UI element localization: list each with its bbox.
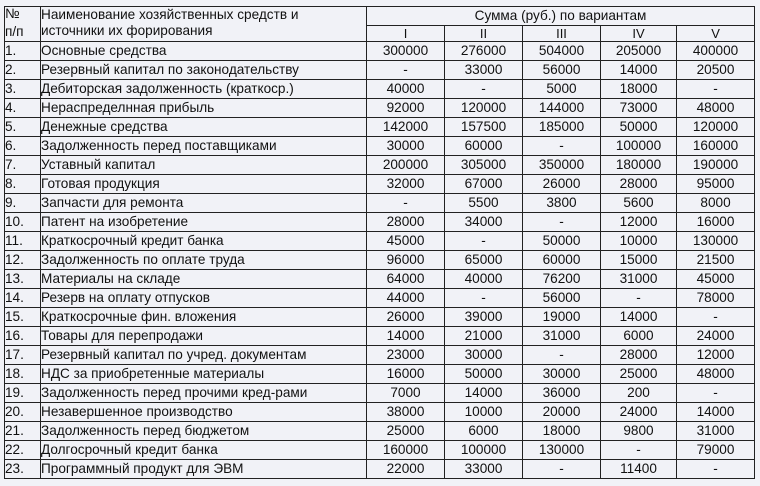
row-value: 31000 [601, 270, 677, 289]
row-value: 18000 [523, 422, 601, 441]
row-value: 92000 [367, 99, 445, 118]
row-value: 15000 [601, 251, 677, 270]
table-row [5, 118, 755, 137]
row-value: 50000 [445, 365, 523, 384]
row-value: 130000 [677, 232, 755, 251]
table-row [5, 308, 755, 327]
row-value: 30000 [445, 346, 523, 365]
row-value: 400000 [677, 42, 755, 61]
column-header-name-line2: источники их форирования [41, 23, 213, 38]
assets-sources-table [4, 6, 755, 479]
row-number: 4. [5, 99, 41, 118]
row-value: 160000 [367, 441, 445, 460]
row-value: 12000 [677, 346, 755, 365]
row-value: 95000 [677, 175, 755, 194]
row-value: 200 [601, 384, 677, 403]
row-value: 157500 [445, 118, 523, 137]
row-value: 73000 [601, 99, 677, 118]
row-value: 14000 [601, 61, 677, 80]
row-number: 20. [5, 403, 41, 422]
row-value: - [677, 384, 755, 403]
row-value: 45000 [367, 232, 445, 251]
row-value: 23000 [367, 346, 445, 365]
row-value: 8000 [677, 194, 755, 213]
row-value: 18000 [601, 80, 677, 99]
row-value: 24000 [677, 327, 755, 346]
row-item-name: Программный продукт для ЭВМ [41, 460, 367, 479]
row-value: 22000 [367, 460, 445, 479]
row-number: 18. [5, 365, 41, 384]
row-value: 60000 [445, 137, 523, 156]
variant-header: II [445, 26, 523, 42]
row-value: 28000 [601, 346, 677, 365]
row-item-name: Незавершенное производство [41, 403, 367, 422]
table-row [5, 346, 755, 365]
row-item-name: Задолженность перед поставщиками [41, 137, 367, 156]
row-value: 26000 [523, 175, 601, 194]
row-value: 40000 [367, 80, 445, 99]
row-item-name: Денежные средства [41, 118, 367, 137]
row-value: 120000 [677, 118, 755, 137]
row-number: 11. [5, 232, 41, 251]
row-value: 16000 [367, 365, 445, 384]
row-value: 36000 [523, 384, 601, 403]
table-row [5, 327, 755, 346]
row-item-name: Краткосрочные фин. вложения [41, 308, 367, 327]
row-value: - [677, 460, 755, 479]
row-value: 120000 [445, 99, 523, 118]
row-item-name: Резервный капитал по учред. документам [41, 346, 367, 365]
table-row [5, 137, 755, 156]
variant-header: III [523, 26, 601, 42]
row-value: 64000 [367, 270, 445, 289]
row-value: 12000 [601, 213, 677, 232]
row-value: 65000 [445, 251, 523, 270]
row-item-name: Готовая продукция [41, 175, 367, 194]
row-value: 21000 [445, 327, 523, 346]
row-item-name: Задолженность по оплате труда [41, 251, 367, 270]
row-value: 45000 [677, 270, 755, 289]
row-value: 44000 [367, 289, 445, 308]
row-value: 14000 [601, 308, 677, 327]
row-number: 23. [5, 460, 41, 479]
row-value: - [523, 460, 601, 479]
table-row [5, 156, 755, 175]
row-number: 19. [5, 384, 41, 403]
row-value: 5600 [601, 194, 677, 213]
column-header-number-line1: № [5, 6, 20, 21]
row-number: 22. [5, 441, 41, 460]
row-value: 50000 [601, 118, 677, 137]
row-value: 30000 [367, 137, 445, 156]
row-item-name: Нераспределнная прибыль [41, 99, 367, 118]
row-value: 31000 [523, 327, 601, 346]
row-value: 200000 [367, 156, 445, 175]
table-body [5, 42, 755, 479]
table-row [5, 460, 755, 479]
row-value: - [445, 289, 523, 308]
row-item-name: Резервный капитал по законодательству [41, 61, 367, 80]
row-number: 10. [5, 213, 41, 232]
table-row [5, 384, 755, 403]
row-value: 20000 [523, 403, 601, 422]
row-item-name: Резерв на оплату отпусков [41, 289, 367, 308]
row-value: 185000 [523, 118, 601, 137]
row-value: 79000 [677, 441, 755, 460]
row-value: 350000 [523, 156, 601, 175]
row-item-name: Патент на изобретение [41, 213, 367, 232]
table-row [5, 80, 755, 99]
row-value: - [677, 80, 755, 99]
row-value: 24000 [601, 403, 677, 422]
row-value: 3800 [523, 194, 601, 213]
row-value: 6000 [601, 327, 677, 346]
row-value: 38000 [367, 403, 445, 422]
row-value: 50000 [523, 232, 601, 251]
row-value: 9800 [601, 422, 677, 441]
row-value: 504000 [523, 42, 601, 61]
table-row [5, 99, 755, 118]
table-row [5, 289, 755, 308]
row-value: - [601, 441, 677, 460]
row-value: - [523, 137, 601, 156]
row-value: 21500 [677, 251, 755, 270]
row-number: 2. [5, 61, 41, 80]
row-value: 25000 [601, 365, 677, 384]
column-header-sum: Сумма (руб.) по вариантам [367, 7, 755, 26]
row-value: 30000 [523, 365, 601, 384]
row-value: 56000 [523, 289, 601, 308]
row-value: 6000 [445, 422, 523, 441]
row-value: - [601, 289, 677, 308]
row-item-name: Уставный капитал [41, 156, 367, 175]
row-item-name: Материалы на складе [41, 270, 367, 289]
row-number: 15. [5, 308, 41, 327]
row-value: 28000 [367, 213, 445, 232]
row-value: 28000 [601, 175, 677, 194]
row-number: 7. [5, 156, 41, 175]
row-value: 60000 [523, 251, 601, 270]
row-value: 40000 [445, 270, 523, 289]
row-value: 25000 [367, 422, 445, 441]
row-value: 180000 [601, 156, 677, 175]
table-row [5, 194, 755, 213]
row-item-name: Долгосрочный кредит банка [41, 441, 367, 460]
table-row [5, 422, 755, 441]
row-number: 17. [5, 346, 41, 365]
row-value: 10000 [601, 232, 677, 251]
row-value: 14000 [677, 403, 755, 422]
row-number: 3. [5, 80, 41, 99]
row-value: 16000 [677, 213, 755, 232]
row-item-name: НДС за приобретенные материалы [41, 365, 367, 384]
row-number: 5. [5, 118, 41, 137]
table-row [5, 251, 755, 270]
row-value: - [367, 194, 445, 213]
variant-header: IV [601, 26, 677, 42]
row-value: 142000 [367, 118, 445, 137]
row-number: 1. [5, 42, 41, 61]
row-value: 20500 [677, 61, 755, 80]
row-number: 16. [5, 327, 41, 346]
column-header-number [5, 7, 41, 42]
table-row [5, 42, 755, 61]
row-number: 12. [5, 251, 41, 270]
table-row [5, 365, 755, 384]
row-value: - [367, 61, 445, 80]
row-value: 34000 [445, 213, 523, 232]
row-value: 96000 [367, 251, 445, 270]
row-value: 33000 [445, 460, 523, 479]
row-value: 78000 [677, 289, 755, 308]
table-row [5, 213, 755, 232]
column-header-name [41, 7, 367, 42]
row-item-name: Запчасти для ремонта [41, 194, 367, 213]
row-value: 130000 [523, 441, 601, 460]
row-value: 76200 [523, 270, 601, 289]
row-value: 56000 [523, 61, 601, 80]
row-item-name: Краткосрочный кредит банка [41, 232, 367, 251]
table-row [5, 61, 755, 80]
row-value: - [523, 346, 601, 365]
row-value: 14000 [367, 327, 445, 346]
row-value: 276000 [445, 42, 523, 61]
row-value: 67000 [445, 175, 523, 194]
row-value: 5500 [445, 194, 523, 213]
row-value: - [445, 232, 523, 251]
row-value: 48000 [677, 365, 755, 384]
row-value: - [445, 80, 523, 99]
variant-header: V [677, 26, 755, 42]
row-value: 10000 [445, 403, 523, 422]
table-row [5, 270, 755, 289]
row-value: 39000 [445, 308, 523, 327]
table-header-row [5, 7, 755, 26]
row-value: 144000 [523, 99, 601, 118]
row-value: 31000 [677, 422, 755, 441]
row-number: 6. [5, 137, 41, 156]
row-value: - [677, 308, 755, 327]
row-value: 100000 [601, 137, 677, 156]
column-header-name-line1: Наименование хозяйственных средств и [41, 7, 299, 22]
row-number: 13. [5, 270, 41, 289]
table-row [5, 175, 755, 194]
row-item-name: Дебиторская задолженность (краткоср.) [41, 80, 367, 99]
row-value: 205000 [601, 42, 677, 61]
row-value: 14000 [445, 384, 523, 403]
row-item-name: Задолженность перед бюджетом [41, 422, 367, 441]
row-item-name: Товары для перепродажи [41, 327, 367, 346]
row-number: 21. [5, 422, 41, 441]
column-header-number-line2: п/п [5, 23, 24, 39]
table-row [5, 403, 755, 422]
row-value: 32000 [367, 175, 445, 194]
row-value: 11400 [601, 460, 677, 479]
row-value: 33000 [445, 61, 523, 80]
table-row [5, 441, 755, 460]
row-number: 9. [5, 194, 41, 213]
row-number: 14. [5, 289, 41, 308]
row-value: 19000 [523, 308, 601, 327]
row-number: 8. [5, 175, 41, 194]
row-value: 7000 [367, 384, 445, 403]
variant-header: I [367, 26, 445, 42]
row-value: 48000 [677, 99, 755, 118]
row-value: 300000 [367, 42, 445, 61]
row-item-name: Основные средства [41, 42, 367, 61]
row-value: 100000 [445, 441, 523, 460]
row-value: 305000 [445, 156, 523, 175]
row-value: 5000 [523, 80, 601, 99]
row-value: 26000 [367, 308, 445, 327]
row-value: - [523, 213, 601, 232]
table-row [5, 232, 755, 251]
row-value: 160000 [677, 137, 755, 156]
row-value: 190000 [677, 156, 755, 175]
row-item-name: Задолженность перед прочими кред-рами [41, 384, 367, 403]
